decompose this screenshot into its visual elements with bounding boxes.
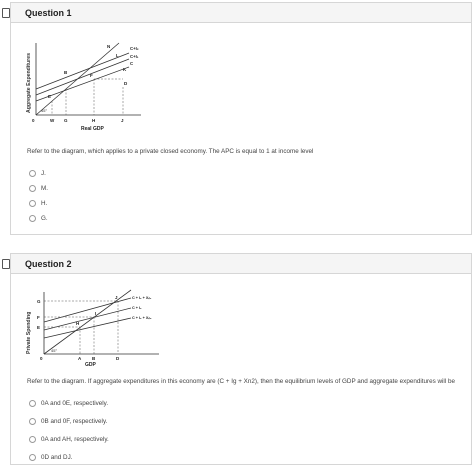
answer-option[interactable] (29, 166, 48, 181)
point-label-l: L (116, 53, 119, 58)
option-label: 0D and DJ. (41, 453, 73, 461)
line-label-ae: C + Iₑ (132, 306, 142, 310)
question-prompt: Refer to the diagram. If aggregate expenditures in this economy are (C + Ig + Xn2), then the equilibrium levels of GDP and aggregate expenditures will be (27, 378, 455, 385)
question-title: Question 1 (11, 3, 471, 23)
answer-option[interactable] (29, 181, 48, 196)
option-label: H. (41, 200, 48, 207)
line-label-c-i1: C+I₁ (130, 54, 139, 59)
x-tick-h: H (92, 118, 96, 123)
answer-options (29, 166, 48, 226)
option-label: 0A and AH, respectively. (41, 435, 109, 443)
radio-button[interactable] (29, 418, 36, 425)
y-tick-e: E (37, 325, 41, 330)
radio-button[interactable] (29, 170, 36, 177)
answer-option[interactable] (29, 448, 109, 466)
radio-button[interactable] (29, 215, 36, 222)
question-title: Question 2 (11, 254, 471, 274)
question-card-2 (10, 253, 472, 465)
option-label: J. (41, 170, 46, 177)
option-label: 0A and 0E, respectively. (41, 399, 109, 407)
angle-label: 45° (41, 108, 48, 113)
axis-origin: 0 (40, 356, 43, 361)
y-tick-f: F (37, 315, 40, 320)
flag-question-icon[interactable] (2, 259, 10, 269)
point-label-b: B (64, 70, 68, 75)
radio-button[interactable] (29, 185, 36, 192)
figure-xlabel: Real GDP (81, 126, 104, 132)
x-tick-w: W (50, 118, 55, 123)
point-label-d: D (124, 81, 128, 86)
radio-button[interactable] (29, 436, 36, 443)
angle-label: 45° (51, 348, 58, 353)
radio-button[interactable] (29, 200, 36, 207)
point-label-e: E (48, 94, 52, 99)
radio-button[interactable] (29, 454, 36, 461)
point-label-f: F (90, 73, 93, 78)
x-tick-b: B (92, 356, 96, 361)
line-label-c-i2: C+I₂ (130, 46, 139, 51)
answer-option[interactable] (29, 394, 109, 412)
question-figure (19, 284, 169, 379)
axis-origin: 0 (32, 118, 35, 123)
point-label-i: I (95, 311, 97, 316)
y-tick-g: G (37, 299, 41, 304)
answer-option[interactable] (29, 196, 48, 211)
figure-xlabel: GDP (85, 362, 96, 368)
point-label-n: N (107, 44, 111, 49)
radio-button[interactable] (29, 400, 36, 407)
question-card-1 (10, 2, 472, 235)
answer-option[interactable] (29, 430, 109, 448)
option-label: M. (41, 185, 48, 192)
figure-ylabel: Aggregate Expenditures (26, 53, 32, 113)
line-label-c: C (130, 61, 134, 66)
x-tick-d: D (116, 356, 120, 361)
answer-options (29, 394, 109, 466)
line-label-ae2: C + Iₑ + Xₙ₂ (132, 316, 152, 320)
question-figure (19, 35, 149, 140)
x-tick-g: G (64, 118, 68, 123)
x-tick-j: J (121, 118, 124, 123)
x-tick-a: A (78, 356, 82, 361)
point-label-h: H (76, 321, 80, 326)
option-label: G. (41, 215, 48, 222)
point-label-j: J (115, 295, 118, 300)
question-prompt: Refer to the diagram, which applies to a private closed economy. The APC is equal to 1 at income level (27, 148, 314, 155)
answer-option[interactable] (29, 211, 48, 226)
answer-option[interactable] (29, 412, 109, 430)
line-label-ae1: C + Iₑ + Xₙ₁ (132, 296, 152, 300)
flag-question-icon[interactable] (2, 8, 10, 18)
point-label-k: K (123, 67, 127, 72)
option-label: 0B and 0F, respectively. (41, 417, 108, 425)
figure-ylabel: Private Spending (26, 311, 32, 354)
